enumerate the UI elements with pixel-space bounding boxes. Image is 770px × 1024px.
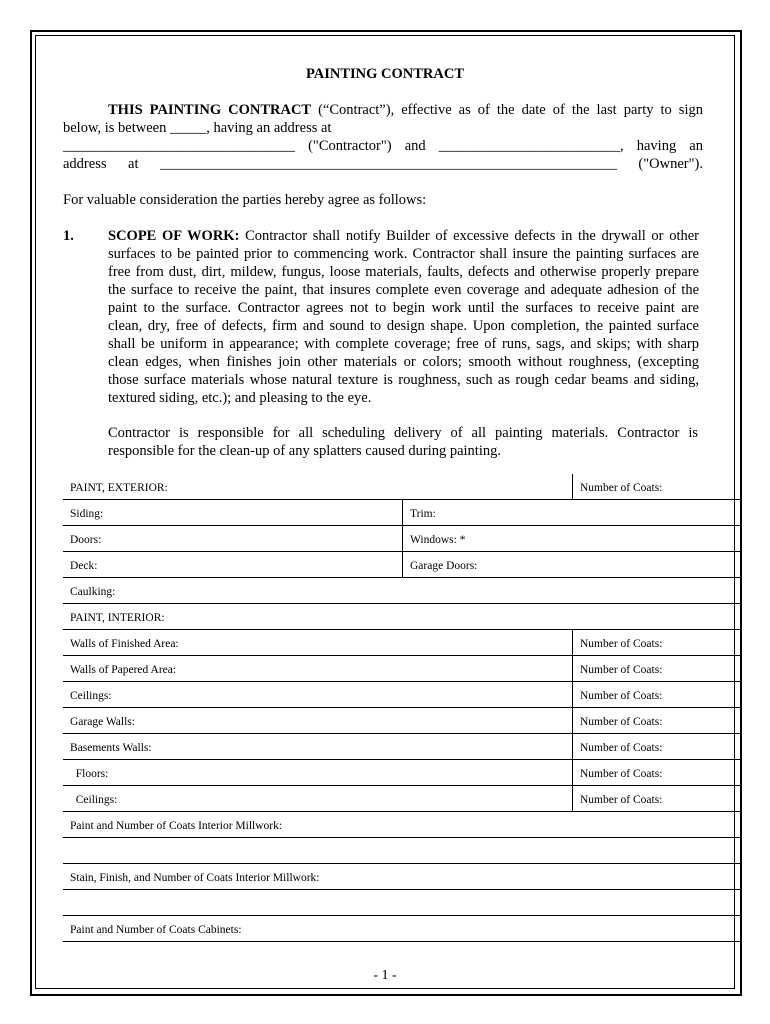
row-end-line [741,760,742,785]
scope-body [108,227,699,407]
blank-form-line[interactable] [63,838,742,864]
form-row-siding-trim [63,500,742,526]
row-end-line [741,630,742,655]
row-end-line [741,604,742,629]
form-row-millwork-stain [63,864,742,890]
form-row-deck-garage [63,552,742,578]
document-title: PAINTING CONTRACT [305,66,465,82]
interior-field[interactable]: Ceilings: [70,794,118,806]
interior-field[interactable]: Basements Walls: [70,742,152,754]
scope-line: textured siding, etc.); and pleasing to the eye. [108,390,372,406]
interior-coats-field[interactable]: Number of Coats: [580,742,663,754]
scope-line: shall be uniform in appearance; with complete coverage; free of runs, sags, and skips; with sharp [108,336,699,352]
millwork-paint-field[interactable]: Paint and Number of Coats Interior Millwork: [70,820,283,832]
column-divider [572,474,573,499]
scope-heading: SCOPE OF WORK: [108,228,240,244]
trim-field[interactable]: Trim: [410,508,436,520]
form-row-interior [63,630,742,656]
column-divider [402,526,403,551]
scope-line: clean edges, when finishes join other materials or colors; smooth without roughness, (excepting [108,354,699,370]
intro-line-3: ________________________________ ("Contractor") and _________________________, having an [63,138,703,154]
page-number: - 1 - [373,968,397,983]
blank-form-line[interactable] [63,890,742,916]
deck-field[interactable]: Deck: [70,560,98,572]
scope-line: paint to the surface. Contractor agrees not to begin work until the surfaces to receive paint are [108,300,699,316]
form-row-interior [63,708,742,734]
column-divider [572,682,573,707]
form-row-millwork-paint [63,812,742,838]
interior-field[interactable]: Garage Walls: [70,716,135,728]
intro-line-1-rest: (“Contract”), effective as of the date of the last party to sign [311,102,703,118]
scope-line: those surface materials whose natural texture is roughness, such as rough cedar beams and siding, [108,372,699,388]
scheduling-line-1: Contractor is responsible for all scheduling delivery of all painting materials. Contractor is [108,425,698,441]
column-divider [402,500,403,525]
scheduling-paragraph [108,424,698,460]
interior-coats-field[interactable]: Number of Coats: [580,664,663,676]
form-row-caulking [63,578,742,604]
interior-coats-field[interactable]: Number of Coats: [580,768,663,780]
row-end-line [741,526,742,551]
cabinets-field[interactable]: Paint and Number of Coats Cabinets: [70,924,242,936]
exterior-coats-label[interactable]: Number of Coats: [580,482,663,494]
scope-line: surfaces to be painted prior to commencing work. Contractor shall insure the painting surfaces are [108,246,699,262]
windows-field[interactable]: Windows: * [410,534,466,546]
form-row-cabinets [63,916,742,942]
row-end-line [741,500,742,525]
row-end-line [741,474,742,499]
form-row-interior [63,786,742,812]
interior-field[interactable]: Walls of Finished Area: [70,638,179,650]
row-end-line [741,578,742,603]
consideration-text: For valuable consideration the parties hereby agree as follows: [63,192,427,208]
paint-exterior-header: PAINT, EXTERIOR: [70,482,168,494]
scope-line: clean, dry, free of defects, firm and sound to design shape. Upon completion, the painted surface [108,318,699,334]
row-end-line [741,656,742,681]
doors-field[interactable]: Doors: [70,534,102,546]
garage-doors-field[interactable]: Garage Doors: [410,560,478,572]
interior-field[interactable]: Walls of Papered Area: [70,664,177,676]
column-divider [572,734,573,759]
interior-coats-field[interactable]: Number of Coats: [580,794,663,806]
intro-paragraph [63,101,703,173]
scope-line-text: Contractor shall notify Builder of excessive defects in the drywall or other [239,228,699,244]
intro-bold-lead: THIS PAINTING CONTRACT [108,102,312,118]
scheduling-line-2: responsible for the clean-up of any splatters caused during painting. [108,443,501,459]
scope-number: 1. [63,228,74,244]
form-row-interior [63,760,742,786]
column-divider [572,630,573,655]
column-divider [572,656,573,681]
column-divider [572,708,573,733]
interior-field[interactable]: Ceilings: [70,690,112,702]
intro-line-1 [63,101,703,119]
row-end-line [741,708,742,733]
row-end-line [741,682,742,707]
scope-line [108,227,699,245]
column-divider [572,786,573,811]
interior-field[interactable]: Floors: [70,768,109,780]
millwork-stain-field[interactable]: Stain, Finish, and Number of Coats Interior Millwork: [70,872,320,884]
row-end-line [741,890,742,915]
form-row-paint-interior [63,604,742,630]
row-end-line [741,786,742,811]
row-end-line [741,864,742,889]
column-divider [402,552,403,577]
siding-field[interactable]: Siding: [70,508,104,520]
interior-coats-field[interactable]: Number of Coats: [580,638,663,650]
paint-interior-header: PAINT, INTERIOR: [70,612,165,624]
row-end-line [741,734,742,759]
paint-specification-form [63,474,742,942]
row-end-line [741,812,742,837]
intro-line-4: address at _______________________________________________________________ ("Owner"). [63,156,703,172]
column-divider [572,760,573,785]
scope-line: free from dust, dirt, mildew, fungus, loose materials, faults, defects and otherwise properly prepare [108,264,699,280]
form-row-interior [63,682,742,708]
form-row-interior [63,734,742,760]
scope-of-work-section [63,227,703,407]
interior-coats-field[interactable]: Number of Coats: [580,716,663,728]
form-row-doors-windows [63,526,742,552]
scope-line: the surface to receive the paint, that insures complete even coverage and adequate adhesion of the [108,282,699,298]
interior-coats-field[interactable]: Number of Coats: [580,690,663,702]
form-row-paint-exterior [63,474,742,500]
row-end-line [741,838,742,863]
form-row-interior [63,656,742,682]
row-end-line [741,552,742,577]
intro-line-2: below, is between _____, having an address at [63,120,332,136]
caulking-field[interactable]: Caulking: [70,586,116,598]
row-end-line [741,916,742,941]
